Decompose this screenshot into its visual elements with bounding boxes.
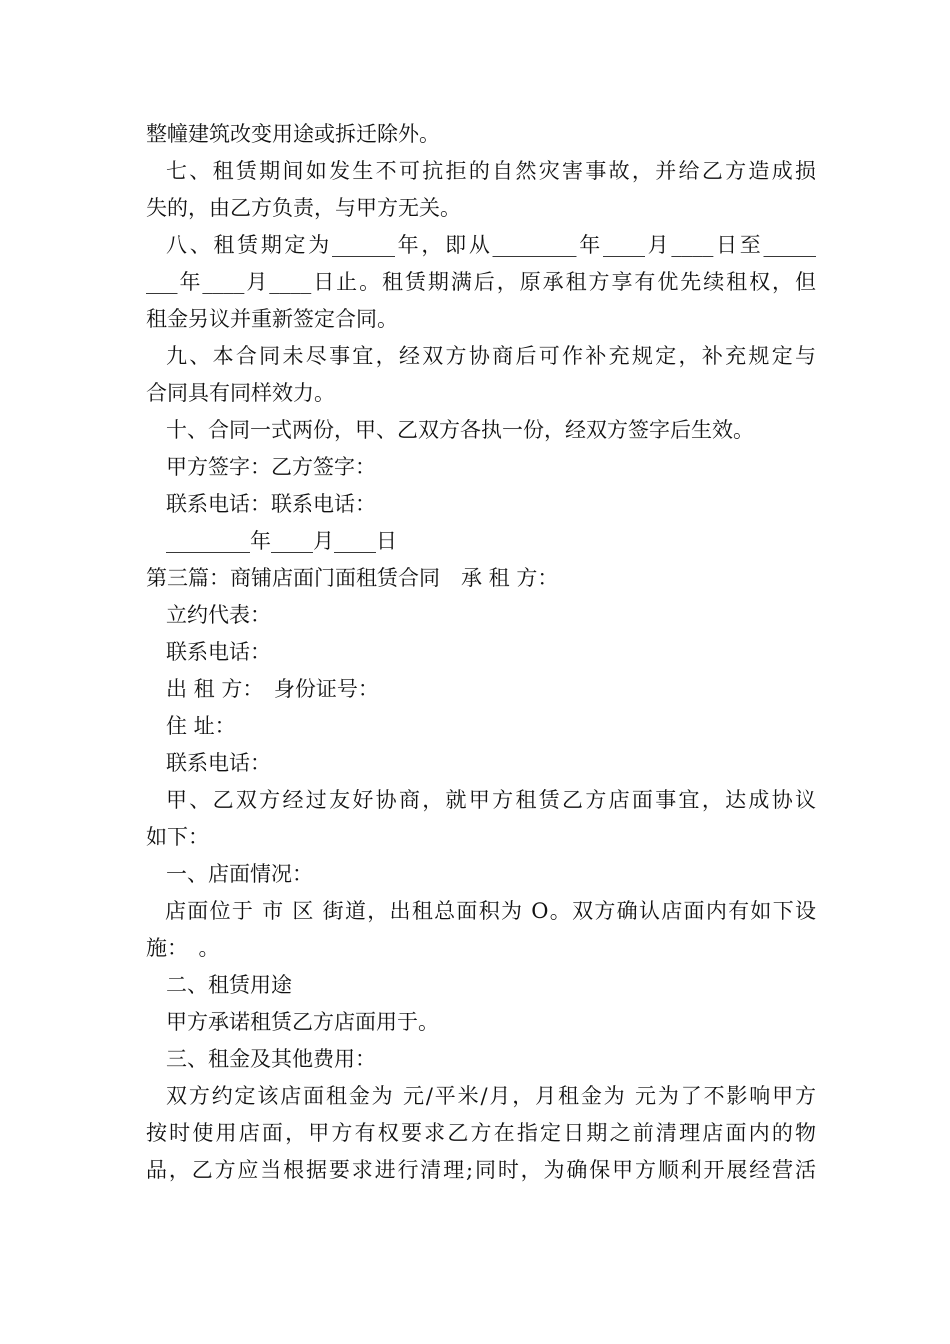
clause-eight-line-2: ___年____月____日止。租赁期满后，原承租方享有优先续租权，但: [146, 270, 816, 294]
tenant-phone-line: 联系电话：: [166, 640, 271, 664]
agreement-line-1: 甲、乙双方经过友好协商，就甲方租赁乙方店面事宜，达成协议: [166, 788, 816, 812]
signature-line: 甲方签字：乙方签字：: [166, 455, 376, 479]
date-line: ________年____月____日: [166, 529, 397, 553]
clause-seven-line-1: 七、租赁期间如发生不可抗拒的自然灾害事故，并给乙方造成损: [166, 159, 816, 183]
clause-eight-line-1: 八、租赁期定为______年，即从________年____月____日至_____: [166, 233, 816, 257]
clause-nine-line-1: 九、本合同未尽事宜，经双方协商后可作补充规定，补充规定与: [166, 344, 816, 368]
agreement-line-2: 如下：: [146, 825, 209, 849]
document-body: [146, 116, 816, 1189]
clause-seven-line-2: 失的，由乙方负责，与甲方无关。: [146, 196, 461, 220]
phone-line: 联系电话：联系电话：: [166, 492, 376, 516]
section-three-heading: 三、租金及其他费用：: [166, 1047, 376, 1071]
rent-line-2: 按时使用店面，甲方有权要求乙方在指定日期之前清理店面内的物: [146, 1121, 816, 1145]
store-info-line-2: 施： 。: [146, 936, 220, 960]
text-line: 整幢建筑改变用途或拆迁除外。: [146, 122, 440, 146]
clause-nine-line-2: 合同具有同样效力。: [146, 381, 335, 405]
lessor-line: 出 租 方： 身份证号：: [166, 677, 379, 701]
section-heading: 第三篇：商铺店面门面租赁合同 承 租 方：: [146, 566, 559, 590]
rent-line-1: 双方约定该店面租金为 元/平米/月，月租金为 元为了不影响甲方: [166, 1084, 816, 1108]
address-line: 住 址：: [166, 714, 236, 738]
store-info-line-1: 店面位于 市 区 街道，出租总面积为 O。双方确认店面内有如下设: [165, 899, 816, 923]
usage-line: 甲方承诺租赁乙方店面用于。: [166, 1010, 439, 1034]
clause-eight-line-3: 租金另议并重新签定合同。: [146, 307, 398, 331]
lessor-phone-line: 联系电话：: [166, 751, 271, 775]
rent-line-3: 品，乙方应当根据要求进行清理;同时，为确保甲方顺利开展经营活: [146, 1158, 816, 1182]
section-one-heading: 一、店面情况：: [166, 862, 313, 886]
section-two-heading: 二、租赁用途: [166, 973, 292, 997]
representative-line: 立约代表：: [166, 603, 271, 627]
clause-ten-line: 十、合同一式两份，甲、乙双方各执一份，经双方签字后生效。: [166, 418, 754, 442]
